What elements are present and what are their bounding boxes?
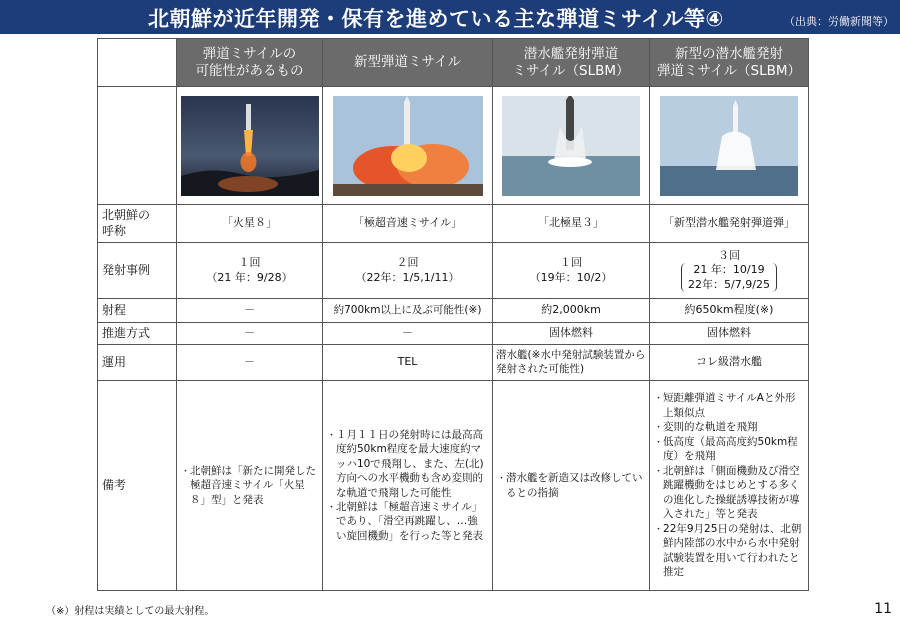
- missile-launch-fire-photo-icon: [333, 96, 483, 196]
- missile-launch-night-photo-icon: [181, 96, 319, 196]
- remark-item: ・ 北朝鮮は「極超音速ミサイル」であり、「滑空再跳躍し、…強い旋回機動」を行った等と発表: [327, 500, 488, 543]
- header-row: [98, 39, 809, 87]
- page-title: 北朝鮮が近年開発・保有を進めている主な弾道ミサイル等④: [148, 7, 724, 31]
- source-note: （出典：労働新聞等）: [784, 15, 894, 28]
- cell-propulsion-3: 固体燃料: [493, 323, 650, 345]
- row-operation: [98, 345, 809, 381]
- corner-cell: [98, 39, 177, 87]
- cell-operation-2: TEL: [323, 345, 493, 381]
- cell-range-2: 約700km以上に及ぶ可能性(※): [323, 299, 493, 323]
- cell-remarks-2: [323, 381, 493, 591]
- cell-name-1: 「火星８」: [177, 205, 323, 243]
- cell-launches-3: １回 （19年：10/2）: [493, 243, 650, 299]
- remark-item: ・ 北朝鮮は「新たに開発した極超音速ミサイル「火星８」型」と発表: [181, 464, 318, 507]
- column-header-2: 新型弾道ミサイル: [323, 39, 493, 87]
- cell-remarks-3: [493, 381, 650, 591]
- cell-operation-1: －: [177, 345, 323, 381]
- row-range: [98, 299, 809, 323]
- cell-range-4: 約650km程度(※): [650, 299, 809, 323]
- cell-name-2: 「極超音速ミサイル」: [323, 205, 493, 243]
- slbm-sea-launch-photo-2-icon: [660, 96, 798, 196]
- page-number: 11: [874, 601, 892, 617]
- title-bar: [0, 0, 900, 34]
- row-propulsion: [98, 323, 809, 345]
- remark-item: ・ １月１１日の発射時には最高高度約50km程度を最大速度約マッハ10で飛翔し、また、左(北)方向への水平機動も含め変則的な軌道で飛翔した可能性: [327, 428, 488, 500]
- remark-item: ・ 北朝鮮は「側面機動及び滑空跳躍機動をはじめとする多くの進化した操縦誘導技術が導入された」等と発表: [654, 464, 804, 522]
- footnote: （※）射程は実績としての最大射程。: [46, 606, 215, 617]
- column-header-1: 弾道ミサイルの 可能性があるもの: [177, 39, 323, 87]
- row-label-remarks: 備考: [98, 381, 177, 591]
- slbm-sea-launch-photo-icon: [502, 96, 640, 196]
- cell-operation-3: 潜水艦(※水中発射試験装置から発射された可能性): [493, 345, 650, 381]
- remark-item: ・ 変則的な軌道を飛翔: [654, 420, 804, 434]
- column-header-3: 潜水艦発射弾道 ミサイル（SLBM）: [493, 39, 650, 87]
- image-row: [98, 87, 809, 205]
- cell-range-3: 約2,000km: [493, 299, 650, 323]
- cell-range-1: －: [177, 299, 323, 323]
- remark-item: ・ 22年9月25日の発射は、北朝鮮内陸部の水中から水中発射試験装置を用いて行われたと推定: [654, 522, 804, 580]
- row-launches: [98, 243, 809, 299]
- photo-cell-1: [177, 87, 323, 205]
- image-row-label: [98, 87, 177, 205]
- cell-launches-4: ３回 21 年：10/19 22年：5/7,9/25: [650, 243, 809, 299]
- row-label-launches: 発射事例: [98, 243, 177, 299]
- row-name: [98, 205, 809, 243]
- cell-launches-2: ２回 （22年：1/5,1/11）: [323, 243, 493, 299]
- cell-operation-4: コレ級潜水艦: [650, 345, 809, 381]
- remark-item: ・ 低高度（最高高度約50km程度）を飛翔: [654, 435, 804, 464]
- remark-item: ・ 短距離弾道ミサイルAと外形上類似点: [654, 391, 804, 420]
- cell-name-4: 「新型潜水艦発射弾道弾」: [650, 205, 809, 243]
- cell-launches-1: １回 （21 年：9/28）: [177, 243, 323, 299]
- row-remarks: [98, 381, 809, 591]
- photo-cell-2: [323, 87, 493, 205]
- cell-propulsion-1: －: [177, 323, 323, 345]
- row-label-operation: 運用: [98, 345, 177, 381]
- remark-item: ・ 潜水艦を新造又は改修しているとの指摘: [497, 471, 645, 500]
- cell-name-3: 「北極星３」: [493, 205, 650, 243]
- column-header-4: 新型の潜水艦発射 弾道ミサイル（SLBM）: [650, 39, 809, 87]
- row-label-name: 北朝鮮の 呼称: [98, 205, 177, 243]
- cell-propulsion-2: －: [323, 323, 493, 345]
- row-label-propulsion: 推進方式: [98, 323, 177, 345]
- row-label-range: 射程: [98, 299, 177, 323]
- cell-remarks-4: [650, 381, 809, 591]
- photo-cell-3: [493, 87, 650, 205]
- photo-cell-4: [650, 87, 809, 205]
- missile-table: [97, 38, 809, 591]
- launch-dates-bracket: 21 年：10/19 22年：5/7,9/25: [681, 263, 777, 292]
- cell-propulsion-4: 固体燃料: [650, 323, 809, 345]
- cell-remarks-1: [177, 381, 323, 591]
